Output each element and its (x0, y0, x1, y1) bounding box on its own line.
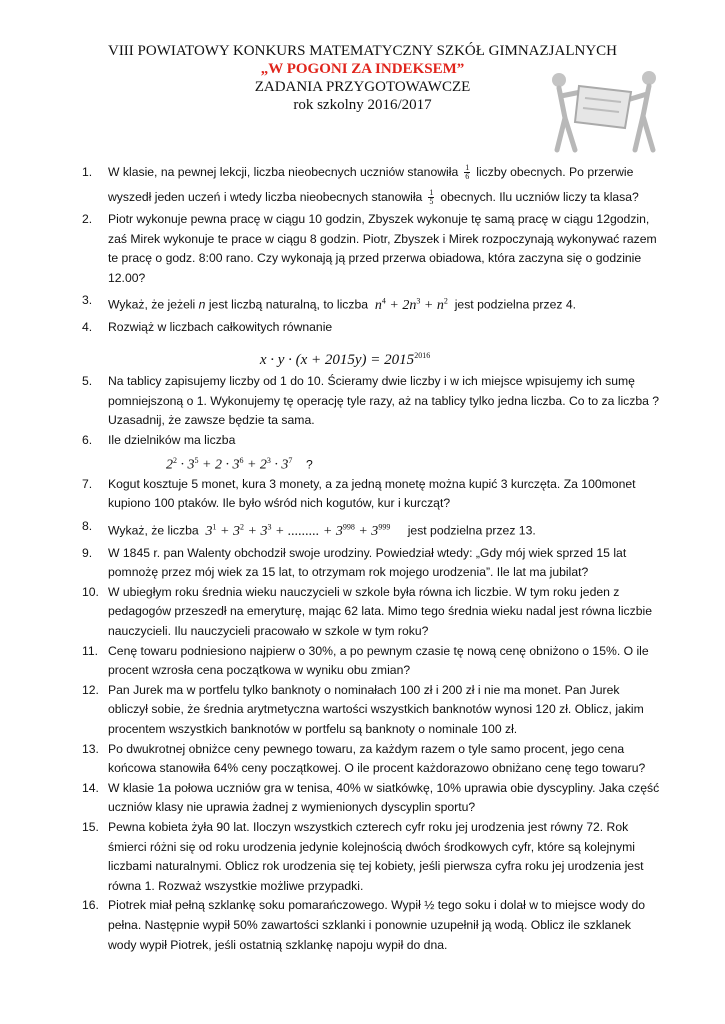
problem-3: 3. Wykaż, że jeżeli n jest liczbą naturalną, to liczba $n^4 + 2n^3 + n^2$ jest podzielna przez 4. (82, 293, 576, 314)
problem-2: 2. Piotr wykonuje pewna pracę w ciągu 10 godzin, Zbyszek wykonuje tę samą pracę w ciągu 12godzin, zaś Mirek wykonuje te prace w ciągu 8 godzin. Piotr, Zbyszek i Mirek rozpoczynają wykonywać razem te pracę o godz. 8:00 rano. Czy wykonają ją przed przerwa obiadowa, która zaczyna się o godzinie 12.00? (82, 212, 657, 285)
fraction-one-sixth: $\frac{1}{6}$ (465, 163, 470, 182)
formula-n4-2n3-n2: $n^4 + 2n^3 + n^2$ (371, 296, 448, 314)
problem-16: 16. Piotrek miał pełną szklankę soku pomarańczowego. Wypił ½ tego soku i dolał w to miejsce wody do pełna. Następnie wypił 50% zawartości szklanki i ponownie uzupełnił ją wodą. Oblicz ile szklanek wody wypił Piotrek, jeśli ostatnią szklankę napoju wypił do dna. (82, 898, 646, 952)
formula-divisors: $2^2 \cdot 3^5 + 2 \cdot 3^6 + 2^3 \cdot 3^7$ (166, 455, 293, 473)
problem-5: 5. Na tablicy zapisujemy liczby od 1 do 10. Ścieramy dwie liczby i w ich miejsce wpisujemy ich sumę pomniejszoną o 1. Wykonujemy tę operację tyle razy, aż na tablicy tylko jedna liczba. Co to za liczba ? Uzasadnij, że zawsze będzie ta sama. (82, 374, 660, 428)
contest-title: VIII POWIATOWY KONKURS MATEMATYCZNY SZKÓŁ GIMNAZJALNYCH (107, 43, 617, 59)
two-figures-holding-diploma-icon (545, 66, 663, 154)
problem-1: 1. W klasie, na pewnej lekcji, liczba nieobecnych uczniów stanowiła $\frac{1}{6}$ liczby obecnych. Po przerwie wyszedł jeden uczeń i wtedy liczba nieobecnych stanowiła $\frac{1}{5}$ obecnych. Ilu uczniów liczy ta klasa? (82, 163, 639, 207)
school-year: rok szkolny 2016/2017 (293, 97, 432, 113)
problem-15: 15. Pewna kobieta żyła 90 lat. Iloczyn wszystkich czterech cyfr roku jej urodzenia jest równy 72. Rok śmierci różni się od roku urodzenia jedynie kolejnością dwóch środkowych cyfr, które są kolejnymi liczbami naturalnymi. Oblicz rok urodzenia się tej kobiety, jeśli pierwsza cyfra roku jej urodzenia jest równa 1. Rozważ wszystkie możliwe przypadki. (82, 820, 644, 893)
problem-10: 10. W ubiegłym roku średnia wieku nauczycieli w szkole była równa ich liczbie. W tym roku jeden z pedagogów przeszedł na emeryturę, mając 62 lata. Mimo tego średnia wieku nadal jest równa liczbie nauczycieli. Ilu nauczycieli pracowało w szkole w tym roku? (82, 584, 652, 639)
problem-7: 7. Kogut kosztuje 5 monet, kura 3 monety, a za jedną monetę można kupić 3 kurczęta. Za 100monet kupiono 100 ptaków. Ile było wśród nich kogutów, kur i kurcząt? (82, 476, 636, 511)
equation-xy: $x \cdot y \cdot (x + 2015y) = 2015^{2016}$ (259, 350, 431, 368)
formula-power-sum: $3^1 + 3^2 + 3^3$ + ......... + $3^{998} + 3^{999}$ (202, 522, 391, 539)
problem-8: 8. Wykaż, że liczba $3^1 + 3^2 + 3^3$ + ......... + $3^{998} + 3^{999}$ jest podzielna przez 13. (82, 519, 536, 539)
problem-6: 6. Ile dzielników ma liczba $2^2 \cdot 3^5 + 2 \cdot 3^6 + 2^3 \cdot 3^7$ ? (82, 431, 662, 475)
problem-14: 14. W klasie 1a połowa uczniów gra w tenisa, 40% w siatkówkę, 10% uprawia obie dyscypliny. Jaka część uczniów klasy nie uprawia żadnej z wymienionych dyscyplin sportu? (82, 780, 660, 815)
problem-list (82, 160, 662, 955)
contest-subtitle: „W POGONI ZA INDEKSEM” (260, 61, 465, 77)
problem-12: 12. Pan Jurek ma w portfelu tylko banknoty o nominałach 100 zł i 200 zł i nie ma monet. Pan Jurek obliczył sobie, że średnia arytmetyczna wartości wszystkich banknotów wynosi 120 zł. Oblicz, jakim procentem wszystkich banknotów w portfelu są banknoty o nominale 100 zł. (82, 682, 644, 737)
fraction-one-fifth: $\frac{1}{5}$ (429, 188, 434, 207)
problem-9: 9. W 1845 r. pan Walenty obchodził swoje urodziny. Powiedział wtedy: „Gdy mój wiek sprzed 15 lat pomnożę przez mój wiek za 15 lat, to otrzymam rok mojego urodzenia”. Ile lat ma jubilat? (82, 545, 627, 580)
problem-4: 4. Rozwiąż w liczbach całkowitych równanie $x \cdot y \cdot (x + 2015y) = 2015^{2016}$ (82, 318, 662, 370)
problem-11: 11. Cenę towaru podniesiono najpierw o 30%, a po pewnym czasie tę nową cenę obniżono o 15%. O ile procent wzrosła cena początkowa w wyniku obu zmian? (82, 643, 649, 678)
problem-13: 13. Po dwukrotnej obniżce ceny pewnego towaru, za każdym razem o tyle samo procent, jego cena końcowa stanowiła 64% ceny początkowej. O ile procent każdorazowo obniżano cenę tego towaru? (82, 741, 646, 776)
section-title: ZADANIA PRZYGOTOWAWCZE (254, 79, 471, 95)
